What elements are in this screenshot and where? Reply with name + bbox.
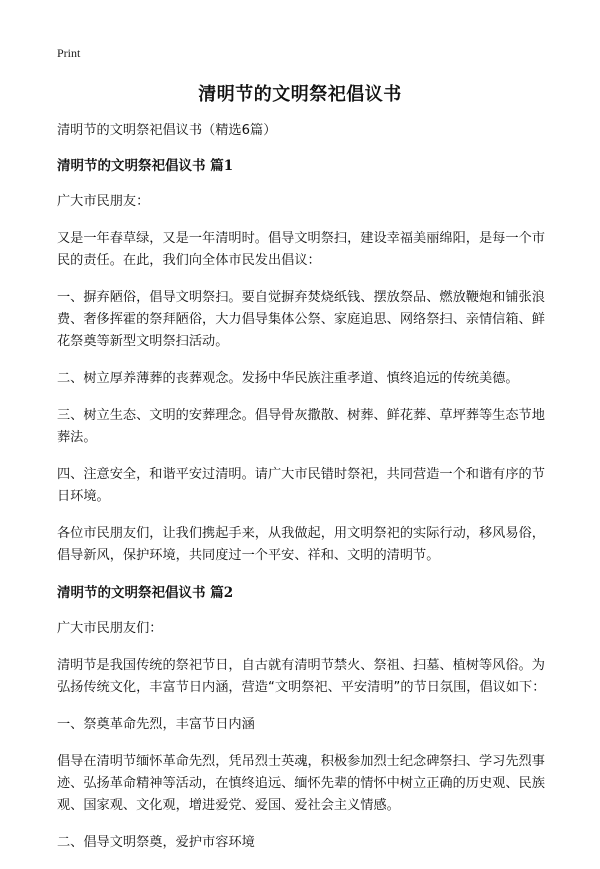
paragraph: 四、注意安全，和谐平安过清明。请广大市民错时祭祀，共同营造一个和谐有序的节日环境。 [57, 467, 545, 504]
paragraph: 二、倡导文明祭奠，爱护市容环境 [57, 835, 255, 850]
salutation: 广大市民朋友： [57, 194, 150, 209]
paragraph: 清明节是我国传统的祭祀节日，自古就有清明节禁火、祭祖、扫墓、植树等风俗。为弘扬传统文化，丰富节日内涵，营造“文明祭祀、平安清明”的节日氛围，倡议如下： [57, 658, 546, 695]
paragraph: 一、摒弃陋俗，倡导文明祭扫。要自觉摒弃焚烧纸钱、摆放祭品、燃放鞭炮和铺张浪费、奢侈挥霍的祭拜陋俗，大力倡导集体公祭、家庭追思、网络祭扫、亲情信箱、鲜花祭奠等新型文明祭扫活动。 [57, 290, 545, 349]
page-title: 清明节的文明祭祀倡议书 [198, 84, 402, 105]
paragraph: 倡导在清明节缅怀革命先烈，凭吊烈士英魂，积极参加烈士纪念碑祭扫、学习先烈事迹、弘扬革命精神等活动，在慎终追远、缅怀先辈的情怀中树立正确的历史观、民族观、国家观、文化观，增进爱党、爱国、爱社会主义情感。 [57, 754, 545, 813]
document-subtitle: 清明节的文明祭祀倡议书（精选6篇） [57, 123, 277, 138]
paragraph: 各位市民朋友们，让我们携起手来，从我做起，用文明祭祀的实际行动，移风易俗，倡导新风，保护环境，共同度过一个平安、祥和、文明的清明节。 [57, 526, 545, 563]
paragraph: 二、树立厚养薄葬的丧葬观念。发扬中华民族注重孝道、慎终追远的传统美德。 [57, 371, 519, 386]
paragraph: 又是一年春草绿，又是一年清明时。倡导文明祭扫，建设幸福美丽绵阳，是每一个市民的责任。在此，我们向全体市民发出倡议： [57, 231, 545, 268]
paragraph: 三、树立生态、文明的安葬理念。倡导骨灰撒散、树葬、鲜花葬、草坪葬等生态节地葬法。 [57, 408, 545, 445]
salutation: 广大市民朋友们： [57, 621, 163, 636]
document-body [57, 120, 549, 869]
section-heading: 清明节的文明祭祀倡议书 篇1 [57, 158, 234, 174]
paragraph: 一、祭奠革命先烈，丰富节日内涵 [57, 717, 255, 732]
print-label: Print [57, 46, 81, 60]
section-heading: 清明节的文明祭祀倡议书 篇2 [57, 585, 234, 601]
